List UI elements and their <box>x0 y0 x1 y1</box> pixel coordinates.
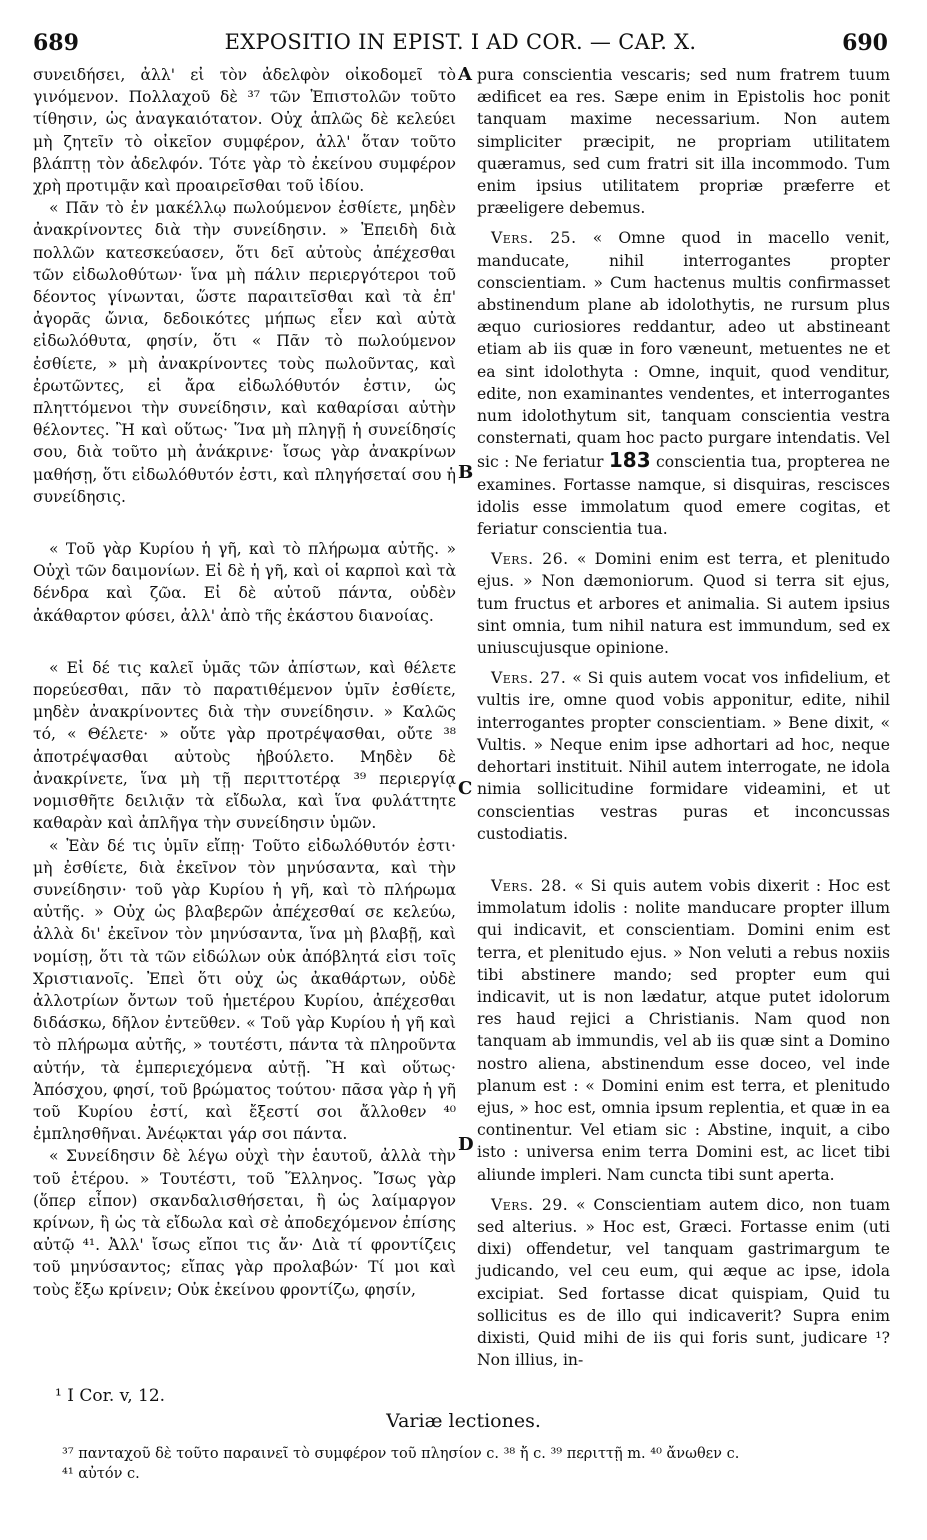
verse-text: « Omne quod in macello venit, manducate, nihil interrogantes propter conscientiam. » Cum hactenus multis confirmasset abstinendum plane ab idolothytis, ne rursum plus æquo curiosiores reddantur, adeo ut abstineant etiam ab iis quæ in foro væneunt, metuentes ne et ea sint idolothyta : Omne, inquit, quod venditur, edite, non examinantes vendentes, et interrogantes num idolothytum sit, tanquam conscientia vestra consternati, quam hoc pacto purgare intendatis. Vel sic : Ne feriatur <box>477 229 890 472</box>
page-number-right: 690 <box>842 30 888 56</box>
latin-paragraph: pura conscientia vescaris; sed num fratrem tuum ædificet ea res. Sæpe enim in Epistolis hoc ponit tanquam maxime necessarium. Non autem simpliciter præcipit, ne propriam utilitatem quæramus, sed cum fratri sit illa incommodo. Tum enim ipsius utilitatem propriæ præferre et præeligere debemus. <box>477 66 890 218</box>
greek-paragraph: « Συνείδησιν δὲ λέγω οὐχὶ τὴν ἑαυτοῦ, ἀλλὰ τὴν τοῦ ἑτέρου. » Τουτέστι, τοῦ Ἕλληνος. Ἴσως γὰρ (ὅπερ εἶπον) σκανδαλισθήσεται, ἢ ὡς λαίμαργον κρίνων, ἢ ὡς τὰ εἴδωλα καὶ σὲ ἀποδεχόμενον ἐπίσης αὐτῷ ⁴¹. Ἀλλ' ἴσως εἴποι τις ἄν· Διὰ τί φροντίζεις τοῦ μηνύσαντος; εἴπας γὰρ προλαβών· Τί μοι καὶ τοὺς ἔξω κρίνειν; Οὐκ ἐκείνου φροντίζω, φησίν, <box>33 1147 456 1299</box>
verse-text: « Domini enim est terra, et plenitudo ejus. » Non dæmoniorum. Quod si terra sit ejus, tum fructus et arbores et animalia. Si autem ipsius sint omnia, tum nihil natura est immundum, sed ex uniuscujusque opinione. <box>477 550 890 658</box>
verse-label: Vers. 28. <box>491 876 568 895</box>
variant-readings <box>62 1444 902 1484</box>
latin-paragraph-vers-25 <box>477 227 890 540</box>
greek-column <box>33 64 456 1301</box>
variant-line: ³⁷ πανταχοῦ δὲ τοῦτο παραινεῖ τὸ συμφέρον τοῦ πλησίον c. ³⁸ ἤ c. ³⁹ περιττῇ m. ⁴⁰ ἄνωθεν c. <box>62 1446 740 1462</box>
greek-paragraph: « Εἰ δέ τις καλεῖ ὑμᾶς τῶν ἀπίστων, καὶ θέλετε πορεύεσθαι, πᾶν τὸ παρατιθέμενον ὑμῖν ἐσθίετε, μηδὲν ἀνακρίνοντες διὰ τὴν συνείδησιν. » Καλῶς τό, « Θέλετε· » οὔτε γὰρ προτρέψασθαι, οὔτε ³⁸ ἀποτρέψασθαι αὐτοὺς ἠβούλετο. Μηδὲν δὲ ἀνακρίνετε, ἵνα μὴ τῇ περιττοτέρᾳ ³⁹ περιεργίᾳ νομισθῆτε δειλιᾷν τὰ εἴδωλα, καὶ ἵνα φυλάττητε καθαρὰν καὶ ἀπλῆγα τὴν συνείδησιν ὑμῶν. <box>33 658 456 833</box>
latin-paragraph-vers-29 <box>477 1194 890 1372</box>
verse-text: conscientia tua, propterea ne examines. Fortasse namque, si disquiras, rescisces idolis esse immolatum quod emere cogitas, et feriatur conscientia tua. <box>477 453 890 539</box>
latin-paragraph-vers-28 <box>477 875 890 1186</box>
verse-label: Vers. 25. <box>491 229 577 248</box>
margin-letter-a: A <box>458 64 472 85</box>
latin-column <box>477 64 890 1371</box>
footnote: ¹ I Cor. v, 12. <box>55 1386 166 1406</box>
latin-paragraph-vers-26 <box>477 548 890 659</box>
variae-lectiones-heading: Variæ lectiones. <box>386 1410 541 1432</box>
verse-label: Vers. 26. <box>491 550 569 569</box>
page-header <box>33 30 888 58</box>
verse-text: « Si quis autem vocat vos infidelium, et vultis ire, omne quod vobis apponitur, edite, nihil interrogantes propter conscientiam. » Bene dixit, « Vultis. » Neque enim ipse adhortari ad hoc, neque dehortari instituit. Nihil autem interrogate, ne idola nimia sollicitudine formidare videamini, et ut conscientias vestras puras et inconcussas custodiatis. <box>477 669 890 843</box>
greek-paragraph: συνειδήσει, ἀλλ' εἰ τὸν ἀδελφὸν οἰκοδομεῖ τὸ γινόμενον. Πολλαχοῦ δὲ ³⁷ τῶν Ἐπιστολῶν τοῦτο τίθησιν, ὡς ἀναγκαιότατον. Οὐχ ἁπλῶς δὲ κελεύει μὴ ζητεῖν τὸ οἰκεῖον συμφέρον, ἀλλ' ὅταν τοῦτο βλάπτῃ τὸν ἀδελφόν. Τότε γὰρ τὸ ἐκείνου συμφέρον χρὴ προτιμᾷν καὶ προαιρεῖσθαι τοῦ ἰδίου. <box>33 66 456 196</box>
margin-letter-b: B <box>458 462 474 483</box>
margin-letter-d: D <box>458 1134 474 1155</box>
greek-paragraph: « Πᾶν τὸ ἐν μακέλλῳ πωλούμενον ἐσθίετε, μηδὲν ἀνακρίνοντες διὰ τὴν συνείδησιν. » Ἐπειδὴ διὰ πολλῶν κατεσκεύασεν, ὅτι δεῖ αὐτοὺς ἀπέχεσθαι τῶν εἰδωλοθύτων· ἵνα μὴ πάλιν περιεργότεροι τοῦ δέοντος γίνωνται, ὥστε παραιτεῖσθαι καὶ τὰ ἐπ' ἀγορᾶς ὤνια, δεδοικότες μήπως εἶεν καὶ αὐτὰ εἰδωλόθυτα, φησίν, ὅτι « Πᾶν τὸ πωλούμενον ἐσθίετε, » μὴ ἀνακρίνοντες τοὺς πωλοῦντας, καὶ ἐρωτῶντες, εἰ ἄρα εἰδωλόθυτόν ἐστιν, ὡς πληττόμενοι τὴν συνείδησιν, καὶ καθαρίσαι αὐτὴν θέλοντες. Ἢ καὶ οὕτως· Ἵνα μὴ πληγῇ ἡ συνείδησίς σου, διὰ τοῦτο μὴ ἀνάκρινε· ἴσως γὰρ ἀνακρίνων μαθήσῃ, ὅτι εἰδωλόθυτόν ἐστι, καὶ πληγήσεταί σου ἡ συνείδησις. <box>33 199 456 506</box>
margin-letter-c: C <box>458 778 473 799</box>
running-title: EXPOSITIO IN EPIST. I AD COR. — CAP. X. <box>224 30 697 54</box>
variant-line: ⁴¹ αὐτόν c. <box>62 1466 140 1482</box>
page-number-left: 689 <box>33 30 79 56</box>
verse-text: « Si quis autem vobis dixerit : Hoc est immolatum idolis : nolite manducare propter illum qui indicavit, et conscientiam. Domini enim est terra, et plenitudo ejus. » Non veluti a rebus noxiis tibi abstinere mando; sed propter eum qui indicavit, ut is non lædatur, atque putet idolorum res haud rejici a Christianis. Nam quod non tanquam ab immundis, vel ab iis quæ sint a Domino nostro aliena, abstinendum esse doceo, vel inde planum est : « Domini enim est terra, et plenitudo ejus, » hoc est, omnia ipsum replentia, et quæ in ea continentur. Vel etiam sic : Abstine, inquit, a cibo isto : universa enim terra Domini est, ac licet tibi aliunde impleri. Nam cuncta tibi sunt aperta. <box>477 876 890 1184</box>
verse-label: Vers. 29. <box>491 1195 569 1214</box>
column-number: 183 <box>608 448 651 473</box>
latin-paragraph-vers-27 <box>477 667 890 845</box>
greek-paragraph: « Τοῦ γὰρ Κυρίου ἡ γῆ, καὶ τὸ πλήρωμα αὐτῆς. » Οὐχὶ τῶν δαιμονίων. Εἰ δὲ ἡ γῆ, καὶ οἱ καρποὶ καὶ τὰ δένδρα καὶ ζῶα. Εἰ δὲ αὐτοῦ πάντα, οὐδὲν ἀκάθαρτον φύσει, ἀλλ' ἀπὸ τῆς ἑκάστου διανοίας. <box>33 540 456 625</box>
verse-label: Vers. 27. <box>491 669 567 688</box>
greek-paragraph: « Ἐὰν δέ τις ὑμῖν εἴπῃ· Τοῦτο εἰδωλόθυτόν ἐστι· μὴ ἐσθίετε, διὰ ἐκεῖνον τὸν μηνύσαντα, καὶ τὴν συνείδησιν· τοῦ γὰρ Κυρίου ἡ γῆ, καὶ τὸ πλήρωμα αὐτῆς. » Οὐχ ὡς βλαβερῶν ἀπέχεσθαί σε κελεύω, ἀλλὰ δι' ἐκεῖνον τὸν μηνύσαντα, ἵνα μὴ βλαβῇ, καὶ νομίσῃ, ὅτι τὰ τῶν εἰδώλων οὐκ ἀπόβλητά εἰσι τοῖς Χριστιανοῖς. Ἐπεὶ ὅτι οὐχ ὡς ἀκαθάρτων, οὐδὲ ἀλλοτρίων ὄντων τοῦ ἡμετέρου Κυρίου, ἀπέχεσθαι διδάσκω, δῆλον ἐντεῦθεν. « Τοῦ γὰρ Κυρίου ἡ γῆ καὶ τὸ πλήρωμα αὐτῆς, » τουτέστι, πάντα τὰ πληροῦντα αὐτήν, τὰ ἐμπεριεχόμενα αὐτῇ. Ἢ καὶ οὕτως· Ἀπόσχου, φησί, τοῦ βρώματος τούτου· πᾶσα γὰρ ἡ γῆ τοῦ Κυρίου ἐστί, καὶ ἔξεστί σοι ἄλλοθεν ⁴⁰ ἐμπλησθῆναι. Ἀνέῳκται γάρ σοι πάντα. <box>33 836 456 1144</box>
verse-text: « Conscientiam autem dico, non tuam sed alterius. » Hoc est, Græci. Fortasse enim (uti dixi) offendetur, vel tanquam gastrimargum te judicando, vel ceu eum, qui æque ac ipse, idola excipiat. Sed fortasse dicat quispiam, Quid tu sollicitus es de illo qui indicaverit? Supra enim dixisti, Quid mihi de iis qui foris sunt, judicare ¹? Non illius, in- <box>477 1195 890 1370</box>
